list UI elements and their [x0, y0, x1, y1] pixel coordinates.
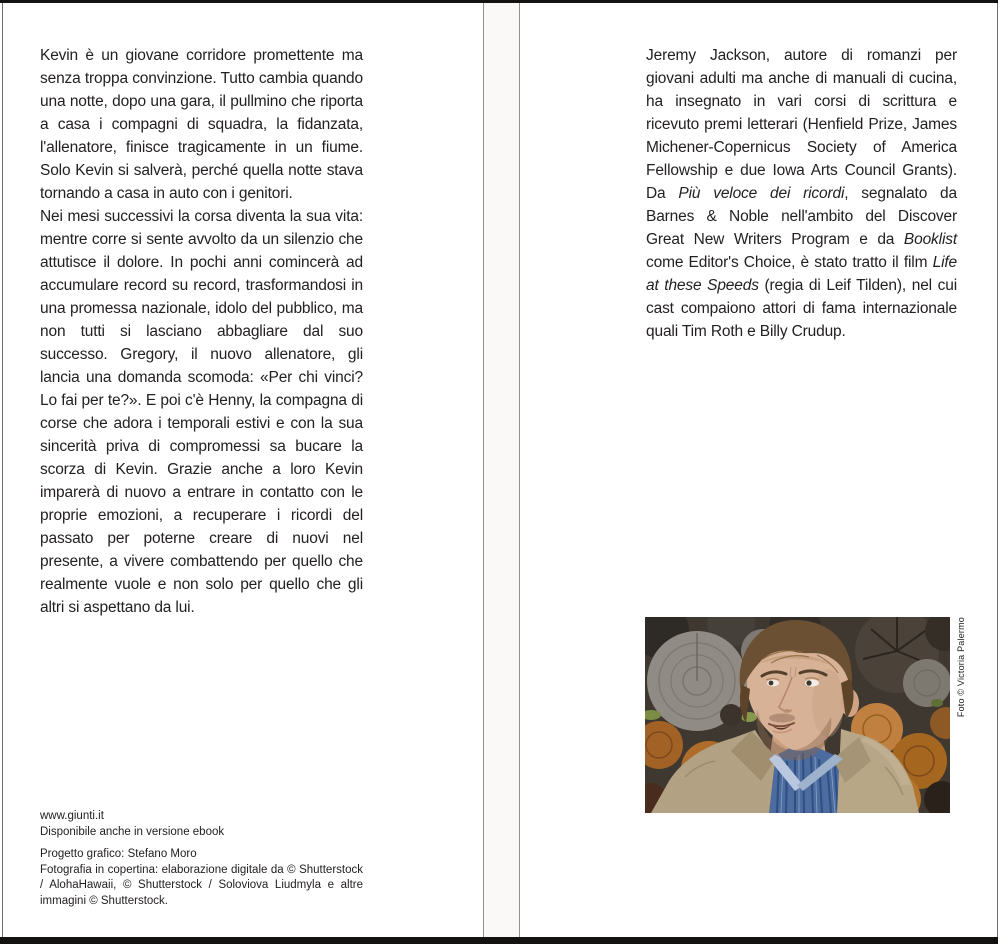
top-trim-bar — [0, 0, 998, 3]
left-flap-synopsis — [40, 44, 363, 619]
bio-text-2: , segnalato da Barnes & Noble nell'ambito del Discover Great New Writers Program e da — [646, 185, 957, 248]
publisher-website: www.giunti.it — [40, 810, 104, 822]
bio-film-title: Life at these Speeds — [646, 254, 957, 294]
author-photo — [645, 617, 950, 813]
synopsis-paragraph-2: Nei mesi successivi la corsa diventa la sua vita: mentre corre si sente avvolto da un silenzio che attutisce il dolore. In pochi anni comincerà ad accumulare record su record, trasformandosi in una promessa nazionale, idolo del pubblico, ma non tutti si lasciano abbagliare dal suo successo. Gregory, il nuovo allenatore, gli lancia una domanda scomoda: «Per chi vinci? Lo fai per te?». E poi c'è Henny, la compagna di corse che adora i temporali estivi e con la sua sincerità priva di compromessi sa bucare la scorza di Kevin. Grazie anche a loro Kevin imparerà di nuovo a entrare in contatto con le proprie emozioni, a recuperare i ricordi del passato per poterne creare di nuovi nel presente, a vivere combattendo per quello che realmente vuole e non solo per quello che gli altri si aspettano da lui. — [40, 208, 363, 616]
cover-photo-credit: Fotografia in copertina: elaborazione digitale da © Shutterstock / AlohaHawaii, © Shutterstock / Soloviova Liudmyla e altre immagini © Shutterstock. — [40, 863, 363, 907]
photo-credit-vertical — [956, 617, 970, 813]
left-trim-edge — [2, 0, 3, 944]
bio-text-3: come Editor's Choice, è stato tratto il film — [646, 254, 933, 271]
graphic-design-credit: Progetto grafico: Stefano Moro — [40, 848, 197, 860]
right-flap-author-bio — [646, 44, 957, 343]
bottom-trim-bar — [0, 937, 998, 944]
synopsis-paragraph-1: Kevin è un giovane corridore promettente ma senza troppa convinzione. Tutto cambia quando una notte, dopo una gara, il pullmino che riporta a casa i compagni di squadra, la fidanzata, l'allenatore, finisce tragicamente in un fiume. Solo Kevin si salverà, perché quella notte stava tornando a casa in auto con i genitori. — [40, 47, 363, 202]
left-flap-footer — [40, 809, 363, 909]
right-trim-edge — [997, 0, 998, 944]
author-bio-paragraph — [646, 44, 957, 343]
bio-magazine-title: Booklist — [903, 231, 957, 248]
ebook-availability-note: Disponibile anche in versione ebook — [40, 825, 225, 838]
spine-fold-strip — [483, 0, 520, 944]
bio-text-4: (regia di Leif Tilden), nel cui cast compaiono attori di fama internazionale quali Tim Roth e Billy Crudup. — [646, 277, 957, 340]
bio-text-1: Jeremy Jackson, autore di romanzi per giovani adulti ma anche di manuali di cucina, ha insegnato in vari corsi di scrittura e ricevuto premi letterari (Henfield Prize, James Michener-Copernicus Society of America Fellowship e due Iowa Arts Council Grants). Da — [646, 47, 957, 202]
footer-spacer — [40, 840, 363, 847]
photo-credit-text: Foto © Victoria Palermo — [956, 617, 966, 718]
bio-book-title-italian: Più veloce dei ricordi — [678, 185, 845, 202]
